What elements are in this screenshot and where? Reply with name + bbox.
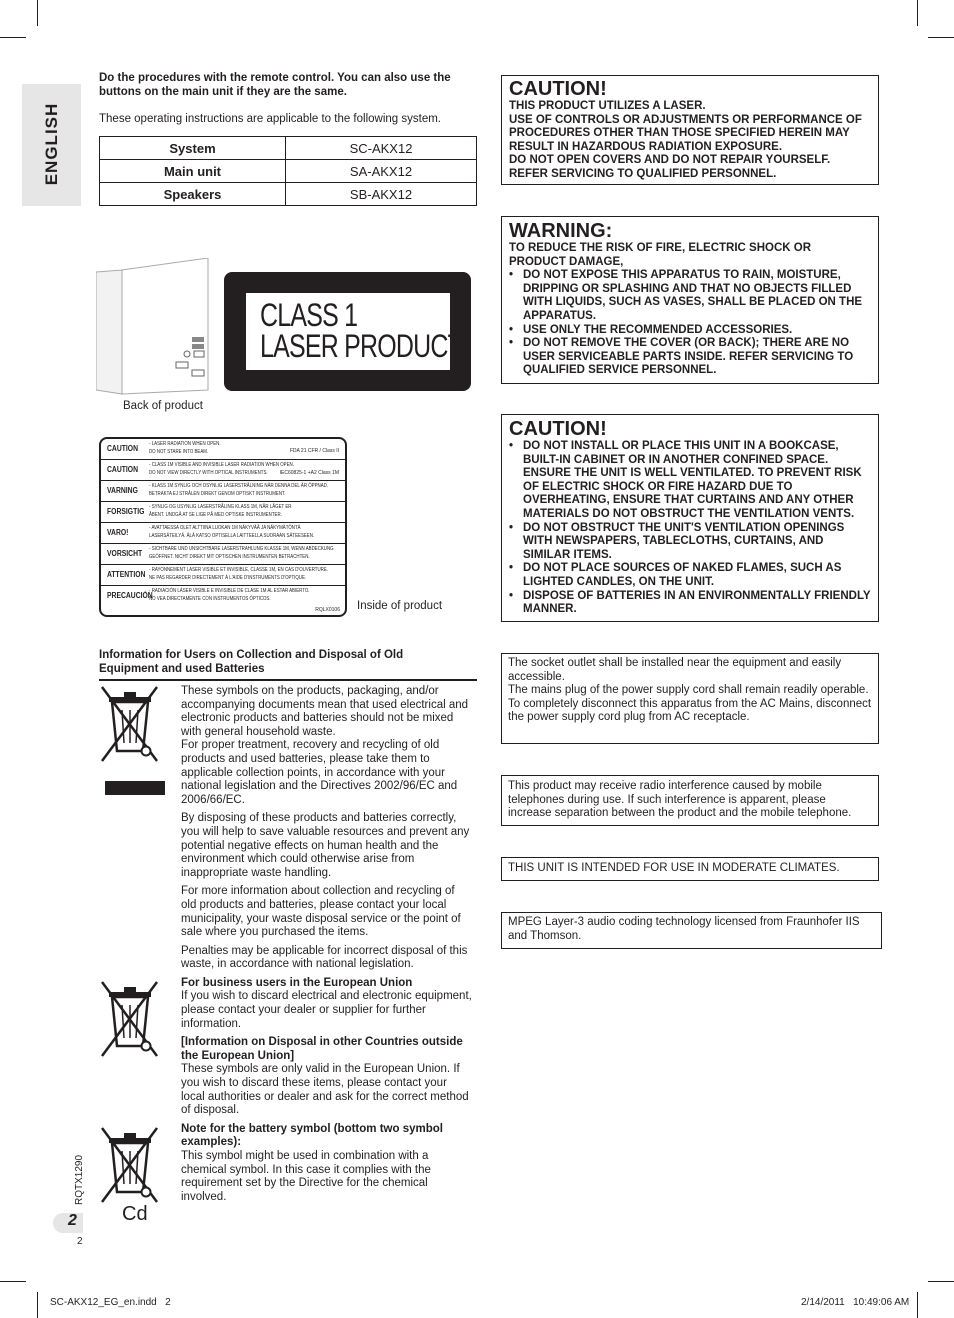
warning-title: WARNING: <box>509 220 613 242</box>
table-cell: SA-AKX12 <box>286 160 477 183</box>
class1-line1: CLASS 1 <box>260 297 358 333</box>
laser-label-row <box>101 439 345 460</box>
socket-line: The socket outlet shall be installed near the equipment and easily accessible. <box>508 657 842 683</box>
laser-label-head: FORSIGTIG <box>107 507 145 516</box>
business-text: If you wish to discard electrical and electronic equipment, please contact your dealer or supplier for further information. <box>181 990 472 1030</box>
laser-label-code: RQLX0106 <box>315 607 340 613</box>
footer-file: SC-AKX12_EG_en.indd 2 <box>50 1297 171 1308</box>
climate-text: THIS UNIT IS INTENDED FOR USE IN MODERATE CLIMATES. <box>508 862 840 874</box>
caution-laser-line: THIS PRODUCT UTILIZES A LASER. <box>509 100 706 112</box>
laser-label-head: ATTENTION <box>107 570 146 579</box>
laser-label-row <box>101 460 345 481</box>
wheelie-bin-icon <box>99 980 161 1058</box>
laser-label-text: NO VEA DIRECTAMENTE CON INSTRUMENTOS ÓPTICOS. <box>149 596 271 602</box>
laser-label-row <box>101 481 345 502</box>
warning-box <box>501 216 879 384</box>
caution-ventilation-box <box>501 414 879 622</box>
laser-label-row <box>101 565 345 586</box>
laser-label-head: PRECAUCIÓN <box>107 591 153 600</box>
disposal-p2: For proper treatment, recovery and recycling of old products and used batteries, please take them to applicable collection points, in accordance with your national legislation and the Directives 2002/96/EC and 2006/66/EC. <box>181 739 458 806</box>
laser-label-head: VARO! <box>107 528 129 537</box>
disposal-divider <box>99 679 477 681</box>
disposal-p1: These symbols on the products, packaging, and/or accompanying documents mean that used electrical and electronic products and batteries should not be mixed with general household waste. <box>181 685 469 738</box>
warning-intro: TO REDUCE THE RISK OF FIRE, ELECTRIC SHOCK OR PRODUCT DAMAGE, <box>509 242 811 268</box>
disposal-body <box>181 685 473 1204</box>
footer-date: 2/14/2011 10:49:06 AM <box>801 1297 910 1308</box>
caution-laser-title: CAUTION! <box>509 78 607 100</box>
laser-label-standard: FDA 21 CFR / Class II <box>289 448 339 454</box>
list-item: • DO NOT EXPOSE THIS APPARATUS TO RAIN, MOISTURE, DRIPPING OR SPLASHING AND THAT NO OBJECTS FILLED WITH LIQUIDS, SUCH AS VASES, SHALL BE PLACED ON THE APPARATUS. <box>509 269 871 323</box>
page-number: 2 <box>68 1212 77 1229</box>
laser-label-row <box>101 502 345 523</box>
laser-label-head: VARNING <box>107 486 138 495</box>
other-countries-heading: [Information on Disposal in other Countries outside the European Union] <box>181 1036 463 1062</box>
bin-underline-bar <box>105 781 165 795</box>
laser-label-text: ÅBENT. UNDGÅ AT SE LIGE PÅ MED OPTISKE INSTRUMENTER. <box>149 512 282 518</box>
inside-caption: Inside of product <box>357 600 443 612</box>
laser-label-text: DO NOT VIEW DIRECTLY WITH OPTICAL INSTRUMENTS. <box>149 470 268 476</box>
table-cell: System <box>100 137 286 160</box>
table-cell: SB-AKX12 <box>286 183 477 206</box>
radio-text: This product may receive radio interference caused by mobile telephones during use. If such interference is apparent, please increase separation between the product and the mobile telephone. <box>508 780 852 820</box>
table-row <box>100 137 477 160</box>
system-table <box>99 136 477 206</box>
table-row <box>100 160 477 183</box>
laser-label-text: BETRAKTA EJ STRÅLEN DIREKT GENOM OPTISKT INSTRUMENT. <box>149 491 286 497</box>
caution-laser-line: DO NOT OPEN COVERS AND DO NOT REPAIR YOURSELF. <box>509 154 831 167</box>
table-cell: Speakers <box>100 183 286 206</box>
laser-label-row <box>101 544 345 565</box>
laser-label-text: - AVATTAESSA OLET ALTTIINA LUOKAN 1M NÄKYVÄÄ JA NÄKYMÄTÖNTÄ <box>149 525 301 531</box>
laser-label-text: - KLASS 1M SYNLIG OCH OSYNLIG LASERSTRÅLNING NÄR DENNA DEL ÄR ÖPPNAD. <box>149 483 329 489</box>
language-label: ENGLISH <box>42 102 61 186</box>
language-tab <box>22 84 81 206</box>
disposal-p3: By disposing of these products and batteries correctly, you will help to save valuable resources and prevent any potential negative effects on human health and the environment which could otherwise arise from inappropriate waste handling. <box>181 812 470 879</box>
laser-label-head: CAUTION <box>107 444 138 453</box>
laser-label-head: VORSICHT <box>107 549 143 558</box>
intro-bold: Do the procedures with the remote control. You can also use the buttons on the main unit if they are the same. <box>99 72 451 98</box>
socket-box <box>501 653 879 744</box>
back-of-product-illustration <box>96 258 216 398</box>
intro-plain: These operating instructions are applicable to the following system. <box>99 113 441 125</box>
laser-label-head: CAUTION <box>107 465 138 474</box>
business-heading: For business users in the European Union <box>181 976 413 989</box>
disposal-heading: Information for Users on Collection and Disposal of Old Equipment and used Batteries <box>99 649 404 675</box>
page-code: RQTX1290 <box>74 1154 85 1205</box>
wheelie-bin-icon <box>99 685 161 763</box>
caution-ventilation-title: CAUTION! <box>509 418 607 440</box>
caution-laser-line: USE OF CONTROLS OR ADJUSTMENTS OR PERFORMANCE OF PROCEDURES OTHER THAN THOSE SPECIFIED HEREIN MAY RESULT IN HAZARDOUS RADIATION EXPOSURE. <box>509 113 862 153</box>
laser-label-text: - LASER RADIATION WHEN OPEN. <box>149 441 221 447</box>
caution-ventilation-list <box>509 440 871 617</box>
disposal-p4: For more information about collection and recycling of old products and batteries, please contact your local municipality, your waste disposal service or the point of sale where you purchased the items. <box>181 885 461 939</box>
caution-laser-box <box>501 75 879 185</box>
table-cell: SC-AKX12 <box>286 137 477 160</box>
table-row <box>100 183 477 206</box>
climate-box <box>501 857 879 881</box>
list-item: • DO NOT REMOVE THE COVER (OR BACK); THERE ARE NO USER SERVICEABLE PARTS INSIDE. REFER SERVICING TO QUALIFIED SERVICE PERSONNEL. <box>509 337 871 378</box>
laser-label-text: GEÖFFNET. NICHT DIREKT MIT OPTISCHEN INSTRUMENTEN BETRACHTEN. <box>149 554 310 560</box>
laser-label-standard: IEC60825-1 +A2 Class 1M <box>279 470 339 476</box>
list-item: • DO NOT PLACE SOURCES OF NAKED FLAMES, SUCH AS LIGHTED CANDLES, ON THE UNIT. <box>509 562 871 589</box>
battery-bin-icon <box>99 1126 161 1204</box>
page-number-small: 2 <box>77 1236 83 1247</box>
list-item: • DO NOT OBSTRUCT THE UNIT'S VENTILATION OPENINGS WITH NEWSPAPERS, TABLECLOTHS, CURTAINS, AND SIMILAR ITEMS. <box>509 522 871 563</box>
list-item: • DO NOT INSTALL OR PLACE THIS UNIT IN A BOOKCASE, BUILT-IN CABINET OR IN ANOTHER CONFINED SPACE. ENSURE THE UNIT IS WELL VENTILATED. TO PREVENT RISK OF ELECTRIC SHOCK OR FIRE HAZARD DUE TO OVERHEATING, ENSURE THAT CURTAINS AND ANY OTHER MATERIALS DO NOT OBSTRUCT THE VENTILATION VENTS. <box>509 440 871 522</box>
socket-line: To completely disconnect this apparatus from the AC Mains, disconnect the power supply cord plug from AC receptacle. <box>508 697 872 724</box>
cadmium-symbol: Cd <box>122 1203 148 1225</box>
mpeg-text: MPEG Layer-3 audio coding technology licensed from Fraunhofer IIS and Thomson. <box>508 916 860 942</box>
battery-text: This symbol might be used in combination with a chemical symbol. In this case it complies with the requirement set by the Directive for the chemical involved. <box>181 1150 431 1203</box>
laser-label-row <box>101 523 345 544</box>
laser-label-text: - CLASS 1M VISIBLE AND INVISIBLE LASER RADIATION WHEN OPEN. <box>149 462 294 468</box>
radio-interference-box <box>501 775 879 826</box>
warning-list <box>509 269 871 378</box>
class1-laser-label <box>224 272 471 391</box>
class1-line2: LASER PRODUCT <box>260 328 463 364</box>
class1-label-inner <box>246 293 463 370</box>
table-cell: Main unit <box>100 160 286 183</box>
other-countries-text: These symbols are only valid in the European Union. If you wish to discard these items, please contact your local authorities or dealer and ask for the correct method of disposal. <box>181 1063 469 1117</box>
list-item: • USE ONLY THE RECOMMENDED ACCESSORIES. <box>509 324 871 338</box>
laser-label-text: - SICHTBARE UND UNSICHTBARE LASERSTRAHLUNG KLASSE 1M, WENN ABDECKUNG <box>149 546 334 552</box>
list-item: • DISPOSE OF BATTERIES IN AN ENVIRONMENTALLY FRIENDLY MANNER. <box>509 590 871 617</box>
laser-label-text: NE PAS REGARDER DIRECTEMENT À L'AIDE D'INSTRUMENTS D'OPTIQUE. <box>149 575 307 581</box>
laser-label-text: - RADIACIÓN LÁSER VISIBLE E INVISIBLE DE CLASE 1M AL ESTAR ABIERTO. <box>149 588 310 594</box>
mpeg-box <box>501 912 882 949</box>
laser-label-text: - RAYONNEMENT LASER VISIBLE ET INVISIBLE, CLASSE 1M, EN CAS D'OUVERTURE. <box>149 567 329 573</box>
inside-laser-label <box>99 437 347 617</box>
caution-laser-line: REFER SERVICING TO QUALIFIED PERSONNEL. <box>509 167 777 180</box>
laser-label-text: DO NOT STARE INTO BEAM. <box>149 449 209 455</box>
back-caption: Back of product <box>123 400 203 412</box>
socket-line: The mains plug of the power supply cord shall remain readily operable. <box>508 684 869 697</box>
disposal-p5: Penalties may be applicable for incorrect disposal of this waste, in accordance with national legislation. <box>181 944 468 971</box>
laser-label-row <box>101 586 345 606</box>
battery-heading: Note for the battery symbol (bottom two symbol examples): <box>181 1122 443 1149</box>
laser-label-text: - SYNLIG OG USYNLIG LASERSTRÅLING KLASS 1M, NÅR LÅGET ER <box>149 504 292 510</box>
laser-label-text: LASERSÄTEILYÄ. ÄLÄ KATSO OPTISELLA LAITTEELLA SUORAAN SÄTEESEEN. <box>149 533 315 539</box>
